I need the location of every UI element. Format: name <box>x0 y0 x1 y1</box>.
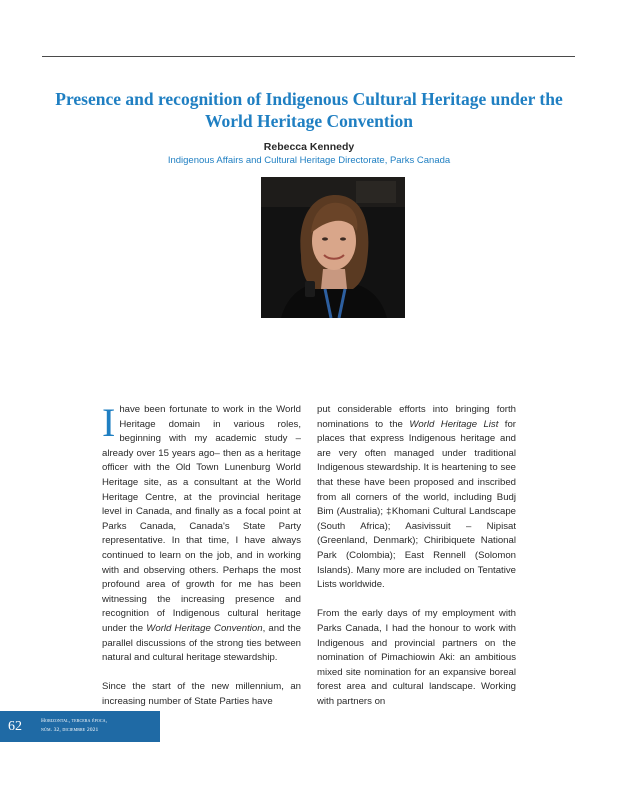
paragraph: Since the start of the new millennium, an increasing number of State Parties have <box>102 681 301 707</box>
text-column-right <box>317 403 516 709</box>
text-column-left <box>102 400 301 709</box>
author-affiliation: Indigenous Affairs and Cultural Heritage Directorate, Parks Canada <box>167 155 451 166</box>
article-title: Presence and recognition of Indigenous Cultural Heritage under the World Heritage Convention <box>55 89 563 131</box>
author-name: Rebecca Kennedy <box>263 141 355 153</box>
paragraph-text: for places that express Indigenous heritage and are very often managed under traditional Indigenous stewardship. It is heartening to see that these have been proposed and inscribed from all corners of the world, including Budj Bim (Australia); ‡Khomani Cultural Landscape (South Africa); Aasivissuit – Nipisat (Greenland, Denmark); Chiribiquete National Park (Colombia); East Rennell (Solomon Islands). Many more are included on Tentative Lists worldwide. <box>317 418 516 591</box>
top-rule <box>42 56 575 57</box>
author-photo <box>261 177 405 318</box>
italic-term: World Heritage Convention <box>146 622 263 634</box>
paragraph: From the early days of my employment with Parks Canada, I had the honour to work with Indigenous and provincial partners on the nomination of Pimachiowin Aki: an ambitious mixed site nomination for an expansive boreal forest area and cultural landscape. Working with partners on <box>317 608 516 707</box>
journal-line: Horizontal, tercera época, <box>41 718 108 724</box>
footer-band <box>0 711 160 742</box>
paragraph <box>317 403 516 593</box>
drop-cap: I <box>102 400 116 445</box>
italic-term: World Heritage List <box>409 418 499 430</box>
paragraph-text: put considerable efforts into bringing forth nominations to the <box>317 404 516 430</box>
paragraph-text: , and the parallel discussions of the strong ties between natural and cultural heritage stewardship. <box>102 622 301 664</box>
paragraph-text: have been fortunate to work in the World Heritage domain in various roles, beginning with my academic study –already over 15 years ago– then as a heritage officer with the Old Town Lunenburg World Heritage site, as a consultant at the World Heritage Centre, at the provincial heritage level in Canada, and finally as a focal point at Parks Canada, Canada's State Party representative. In that time, I have always continued to learn on the job, and in working with and observing others. Perhaps the most profound area of growth for me has been witnessing the increasing presence and recognition of Indigenous cultural heritage under the <box>102 404 301 634</box>
page-number: 62 <box>8 719 22 734</box>
journal-line: núm. 32, diciembre 2021 <box>41 727 99 733</box>
paragraph <box>102 400 301 666</box>
journal-info <box>41 717 157 735</box>
